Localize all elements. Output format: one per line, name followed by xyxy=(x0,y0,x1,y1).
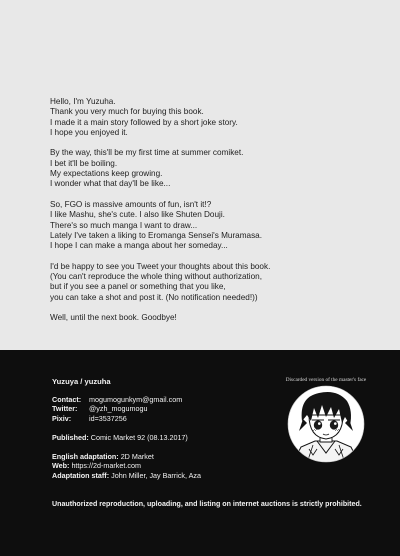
afterword-line: Thank you very much for buying this book. xyxy=(50,107,204,117)
afterword-line: I made it a main story followed by a short joke story. xyxy=(50,117,238,127)
afterword-line: I hope I can make a manga about her someday... xyxy=(50,241,228,251)
afterword-line: I'd be happy to see you Tweet your thoughts about this book. xyxy=(50,261,271,271)
afterword-paragraph-1 xyxy=(50,97,380,138)
afterword-line: I like Mashu, she's cute. I also like Shuten Douji. xyxy=(50,210,225,220)
web-label: Web: xyxy=(52,461,70,471)
twitter-label: Twitter: xyxy=(52,404,78,414)
afterword-line: Lately I've taken a liking to Eromanga Sensei's Muramasa. xyxy=(50,230,263,240)
staff-row xyxy=(52,471,201,480)
sketch-caption: Discarded version of the master's face xyxy=(285,377,367,383)
afterword-line: My expectations keep growing. xyxy=(50,169,163,179)
web-row xyxy=(52,461,201,470)
afterword-line: you can take a shot and post it. (No notification needed!)) xyxy=(50,292,258,302)
staff-label: Adaptation staff: xyxy=(52,470,110,480)
copyright-disclaimer: Unauthorized reproduction, uploading, and listing on internet auctions is strictly prohibited. xyxy=(52,500,362,508)
author-name: Yuzuya / yuzuha xyxy=(52,377,111,386)
staff-names: John Miller, Jay Barrick, Aza xyxy=(111,470,201,480)
pixiv-id: id=3537256 xyxy=(89,413,127,423)
published-info xyxy=(52,433,188,442)
afterword-line: (You can't reproduce the whole thing without authorization, xyxy=(50,272,262,282)
afterword-line: So, FGO is massive amounts of fun, isn't it!? xyxy=(50,199,212,209)
afterword-line: Hello, I'm Yuzuha. xyxy=(50,97,116,106)
twitter-handle: @yzh_mogumogu xyxy=(89,404,148,414)
contact-info xyxy=(52,395,182,423)
afterword-line: I wonder what that day'll be like... xyxy=(50,179,171,189)
pixiv-row xyxy=(52,414,182,423)
afterword-line: Well, until the next book. Goodbye! xyxy=(50,313,177,323)
afterword-line: By the way, this'll be my first time at summer comiket. xyxy=(50,148,244,158)
twitter-row xyxy=(52,404,182,413)
afterword-paragraph-5 xyxy=(50,313,380,323)
afterword-line: I hope you enjoyed it. xyxy=(50,127,128,137)
contact-row xyxy=(52,395,182,404)
adaptation-info xyxy=(52,452,201,480)
afterword-line: I bet it'll be boiling. xyxy=(50,158,118,168)
adaptation-label: English adaptation: xyxy=(52,452,119,461)
afterword-paragraph-3 xyxy=(50,200,380,251)
adaptation-value: 2D Market xyxy=(120,452,154,461)
contact-email: mogumogunkym@gmail.com xyxy=(89,395,183,404)
afterword-paragraph-4 xyxy=(50,262,380,303)
web-url: https://2d-market.com xyxy=(71,461,141,471)
afterword-paragraph-2 xyxy=(50,148,380,189)
character-sketch-image xyxy=(287,385,365,463)
published-label: Published: xyxy=(52,433,89,442)
afterword-text xyxy=(50,97,380,334)
afterword-line: There's so much manga I want to draw... xyxy=(50,220,198,230)
adaptation-row xyxy=(52,452,201,461)
published-value: Comic Market 92 (08.13.2017) xyxy=(90,433,188,442)
published-row xyxy=(52,433,188,442)
afterword-line: but if you see a panel or something that you like, xyxy=(50,282,226,292)
contact-label: Contact: xyxy=(52,395,82,404)
pixiv-label: Pixiv: xyxy=(52,413,72,423)
